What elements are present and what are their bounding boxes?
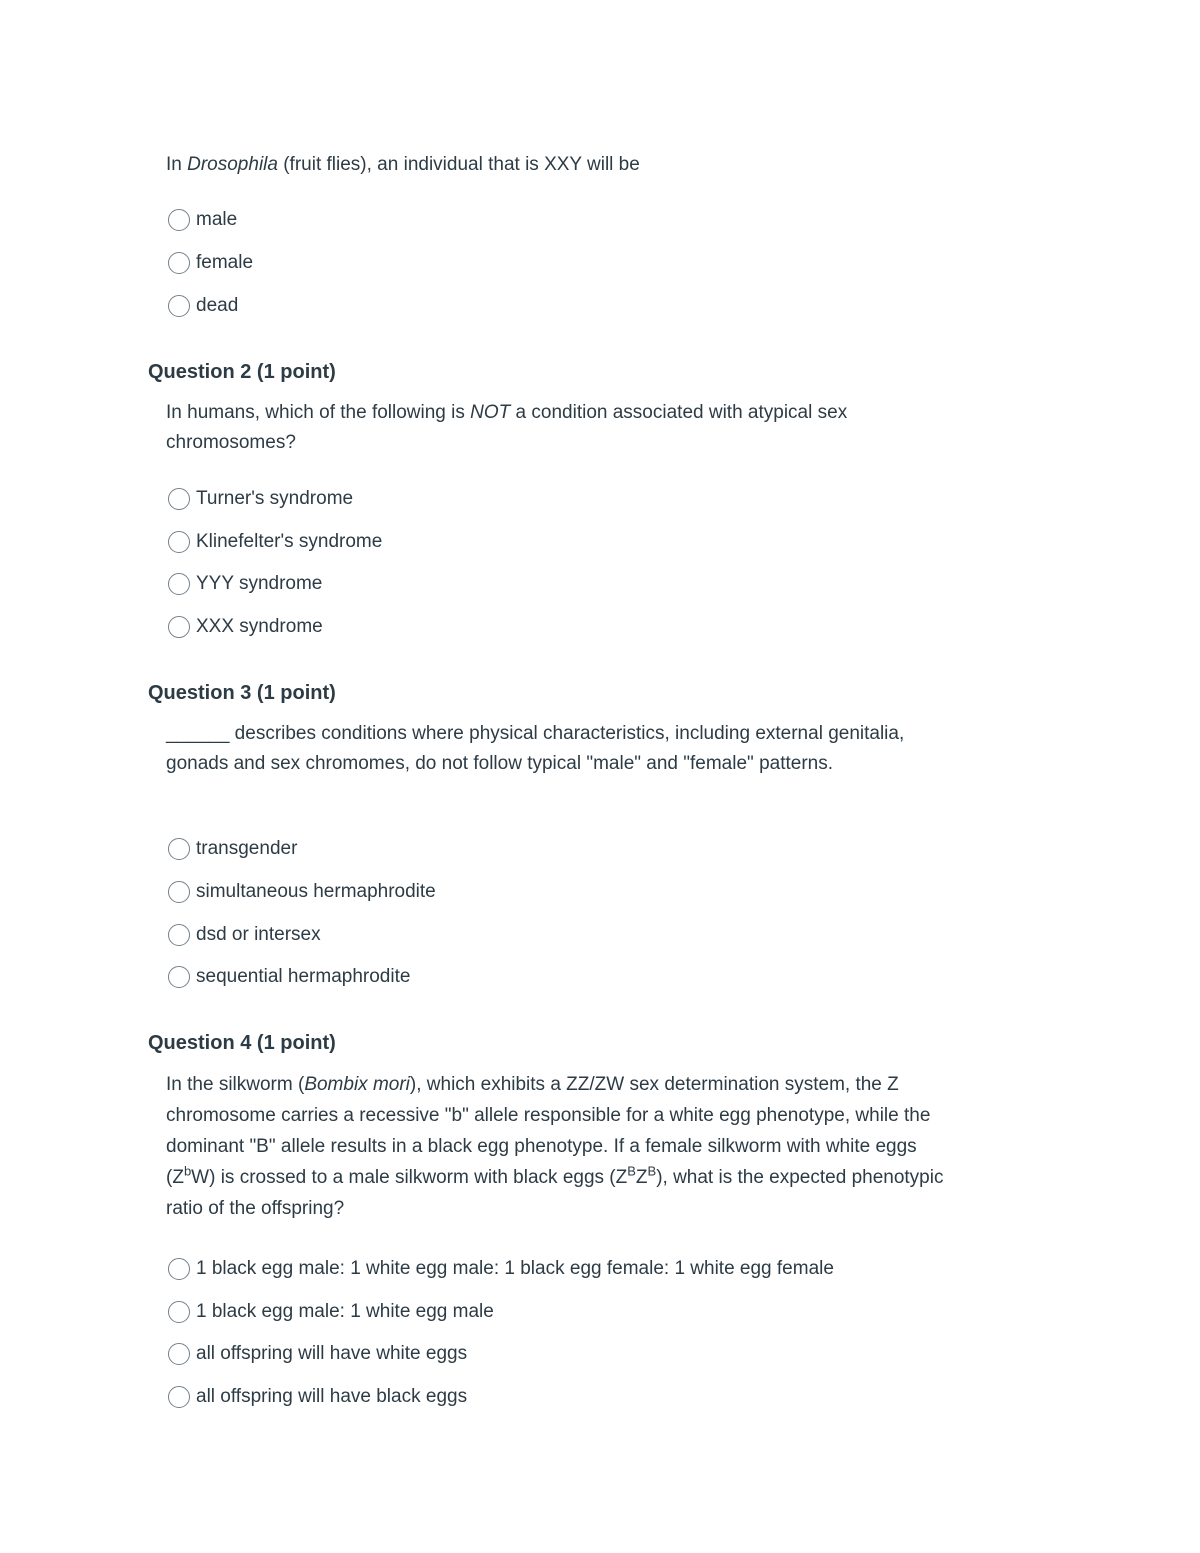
q4-option-1-1-male[interactable] <box>168 1297 494 1327</box>
question-2-heading <box>148 360 336 384</box>
question-points: (1 point) <box>256 361 336 383</box>
radio-button[interactable] <box>168 1386 190 1408</box>
question-1-text-part: (fruit flies), an individual that is XXY will be <box>277 154 640 175</box>
radio-button[interactable] <box>168 488 190 510</box>
question-1-text <box>166 150 956 180</box>
question-number: Question 4 <box>148 1032 252 1054</box>
radio-button[interactable] <box>168 924 190 946</box>
option-label: YYY syndrome <box>196 573 323 594</box>
question-4-heading <box>148 1031 336 1055</box>
question-4-text-part: W) is crossed to a male silkworm with black eggs (Z <box>191 1167 628 1188</box>
q3-option-sequential[interactable] <box>168 962 410 992</box>
option-label: female <box>196 252 254 273</box>
radio-button[interactable] <box>168 616 190 638</box>
q1-option-male[interactable] <box>168 205 237 235</box>
question-3-heading <box>148 681 336 705</box>
q3-option-dsd[interactable] <box>168 920 321 950</box>
q1-option-female[interactable] <box>168 248 253 278</box>
question-4-text-part: ), which exhibits a ZZ/ZW sex determination system, the Z chromosome carries a recessive "b" allele responsible for a white egg phenotype, while the dominant "B" allele results in a black egg phenotype. If a female silkworm with white eggs (Z <box>166 1074 931 1188</box>
option-label: simultaneous hermaphrodite <box>196 881 436 902</box>
q4-option-all-white[interactable] <box>168 1339 467 1369</box>
radio-button[interactable] <box>168 881 190 903</box>
question-4-text-part: In the silkworm ( <box>166 1074 305 1095</box>
q3-option-transgender[interactable] <box>168 834 297 864</box>
question-2-emphasis: NOT <box>470 402 511 423</box>
question-4-text-part: ), what is the expected phenotypic ratio of the offspring? <box>166 1167 944 1219</box>
radio-button[interactable] <box>168 252 190 274</box>
radio-button[interactable] <box>168 209 190 231</box>
option-label: XXX syndrome <box>196 616 323 637</box>
question-2-text-part: In humans, which of the following is <box>166 402 471 423</box>
question-points: (1 point) <box>256 682 336 704</box>
option-label: Klinefelter's syndrome <box>196 531 383 552</box>
question-points: (1 point) <box>256 1032 336 1054</box>
allele-superscript: B <box>627 1163 636 1179</box>
option-label: sequential hermaphrodite <box>196 966 411 987</box>
option-label: all offspring will have black eggs <box>196 1386 468 1407</box>
q2-option-turner[interactable] <box>168 484 353 514</box>
allele-superscript: B <box>647 1163 657 1179</box>
option-label: 1 black egg male: 1 white egg male: 1 black egg female: 1 white egg female <box>196 1258 834 1279</box>
question-2-text <box>166 398 956 458</box>
radio-button[interactable] <box>168 295 190 317</box>
q2-option-xxx[interactable] <box>168 612 323 642</box>
question-4-species: Bombix mori <box>304 1074 410 1095</box>
radio-button[interactable] <box>168 1343 190 1365</box>
q3-option-simultaneous[interactable] <box>168 877 436 907</box>
question-1-text-part: In <box>166 154 188 175</box>
option-label: dsd or intersex <box>196 924 321 945</box>
radio-button[interactable] <box>168 1301 190 1323</box>
q1-option-dead[interactable] <box>168 291 238 321</box>
question-2-text-part: a condition associated with atypical sex chromosomes? <box>166 402 848 453</box>
question-4-text <box>166 1069 956 1224</box>
question-1-species: Drosophila <box>187 154 278 175</box>
q4-option-all-black[interactable] <box>168 1382 467 1412</box>
q2-option-yyy[interactable] <box>168 569 322 599</box>
radio-button[interactable] <box>168 838 190 860</box>
option-label: transgender <box>196 838 298 859</box>
radio-button[interactable] <box>168 531 190 553</box>
option-label: 1 black egg male: 1 white egg male <box>196 1301 494 1322</box>
question-4-text-part: Z <box>635 1167 648 1188</box>
option-label: male <box>196 209 238 230</box>
question-number: Question 3 <box>148 682 252 704</box>
question-3-text: ______ describes conditions where physical characteristics, including external genitalia, gonads and sex chromomes, do not follow typical "male" and "female" patterns. <box>166 723 905 774</box>
option-label: Turner's syndrome <box>196 488 354 509</box>
question-number: Question 2 <box>148 361 252 383</box>
radio-button[interactable] <box>168 1258 190 1280</box>
option-label: dead <box>196 295 239 316</box>
radio-button[interactable] <box>168 573 190 595</box>
q2-option-klinefelter[interactable] <box>168 527 382 557</box>
radio-button[interactable] <box>168 966 190 988</box>
option-label: all offspring will have white eggs <box>196 1343 468 1364</box>
allele-superscript: b <box>183 1163 192 1179</box>
q4-option-1-1-1-1[interactable] <box>168 1254 834 1284</box>
